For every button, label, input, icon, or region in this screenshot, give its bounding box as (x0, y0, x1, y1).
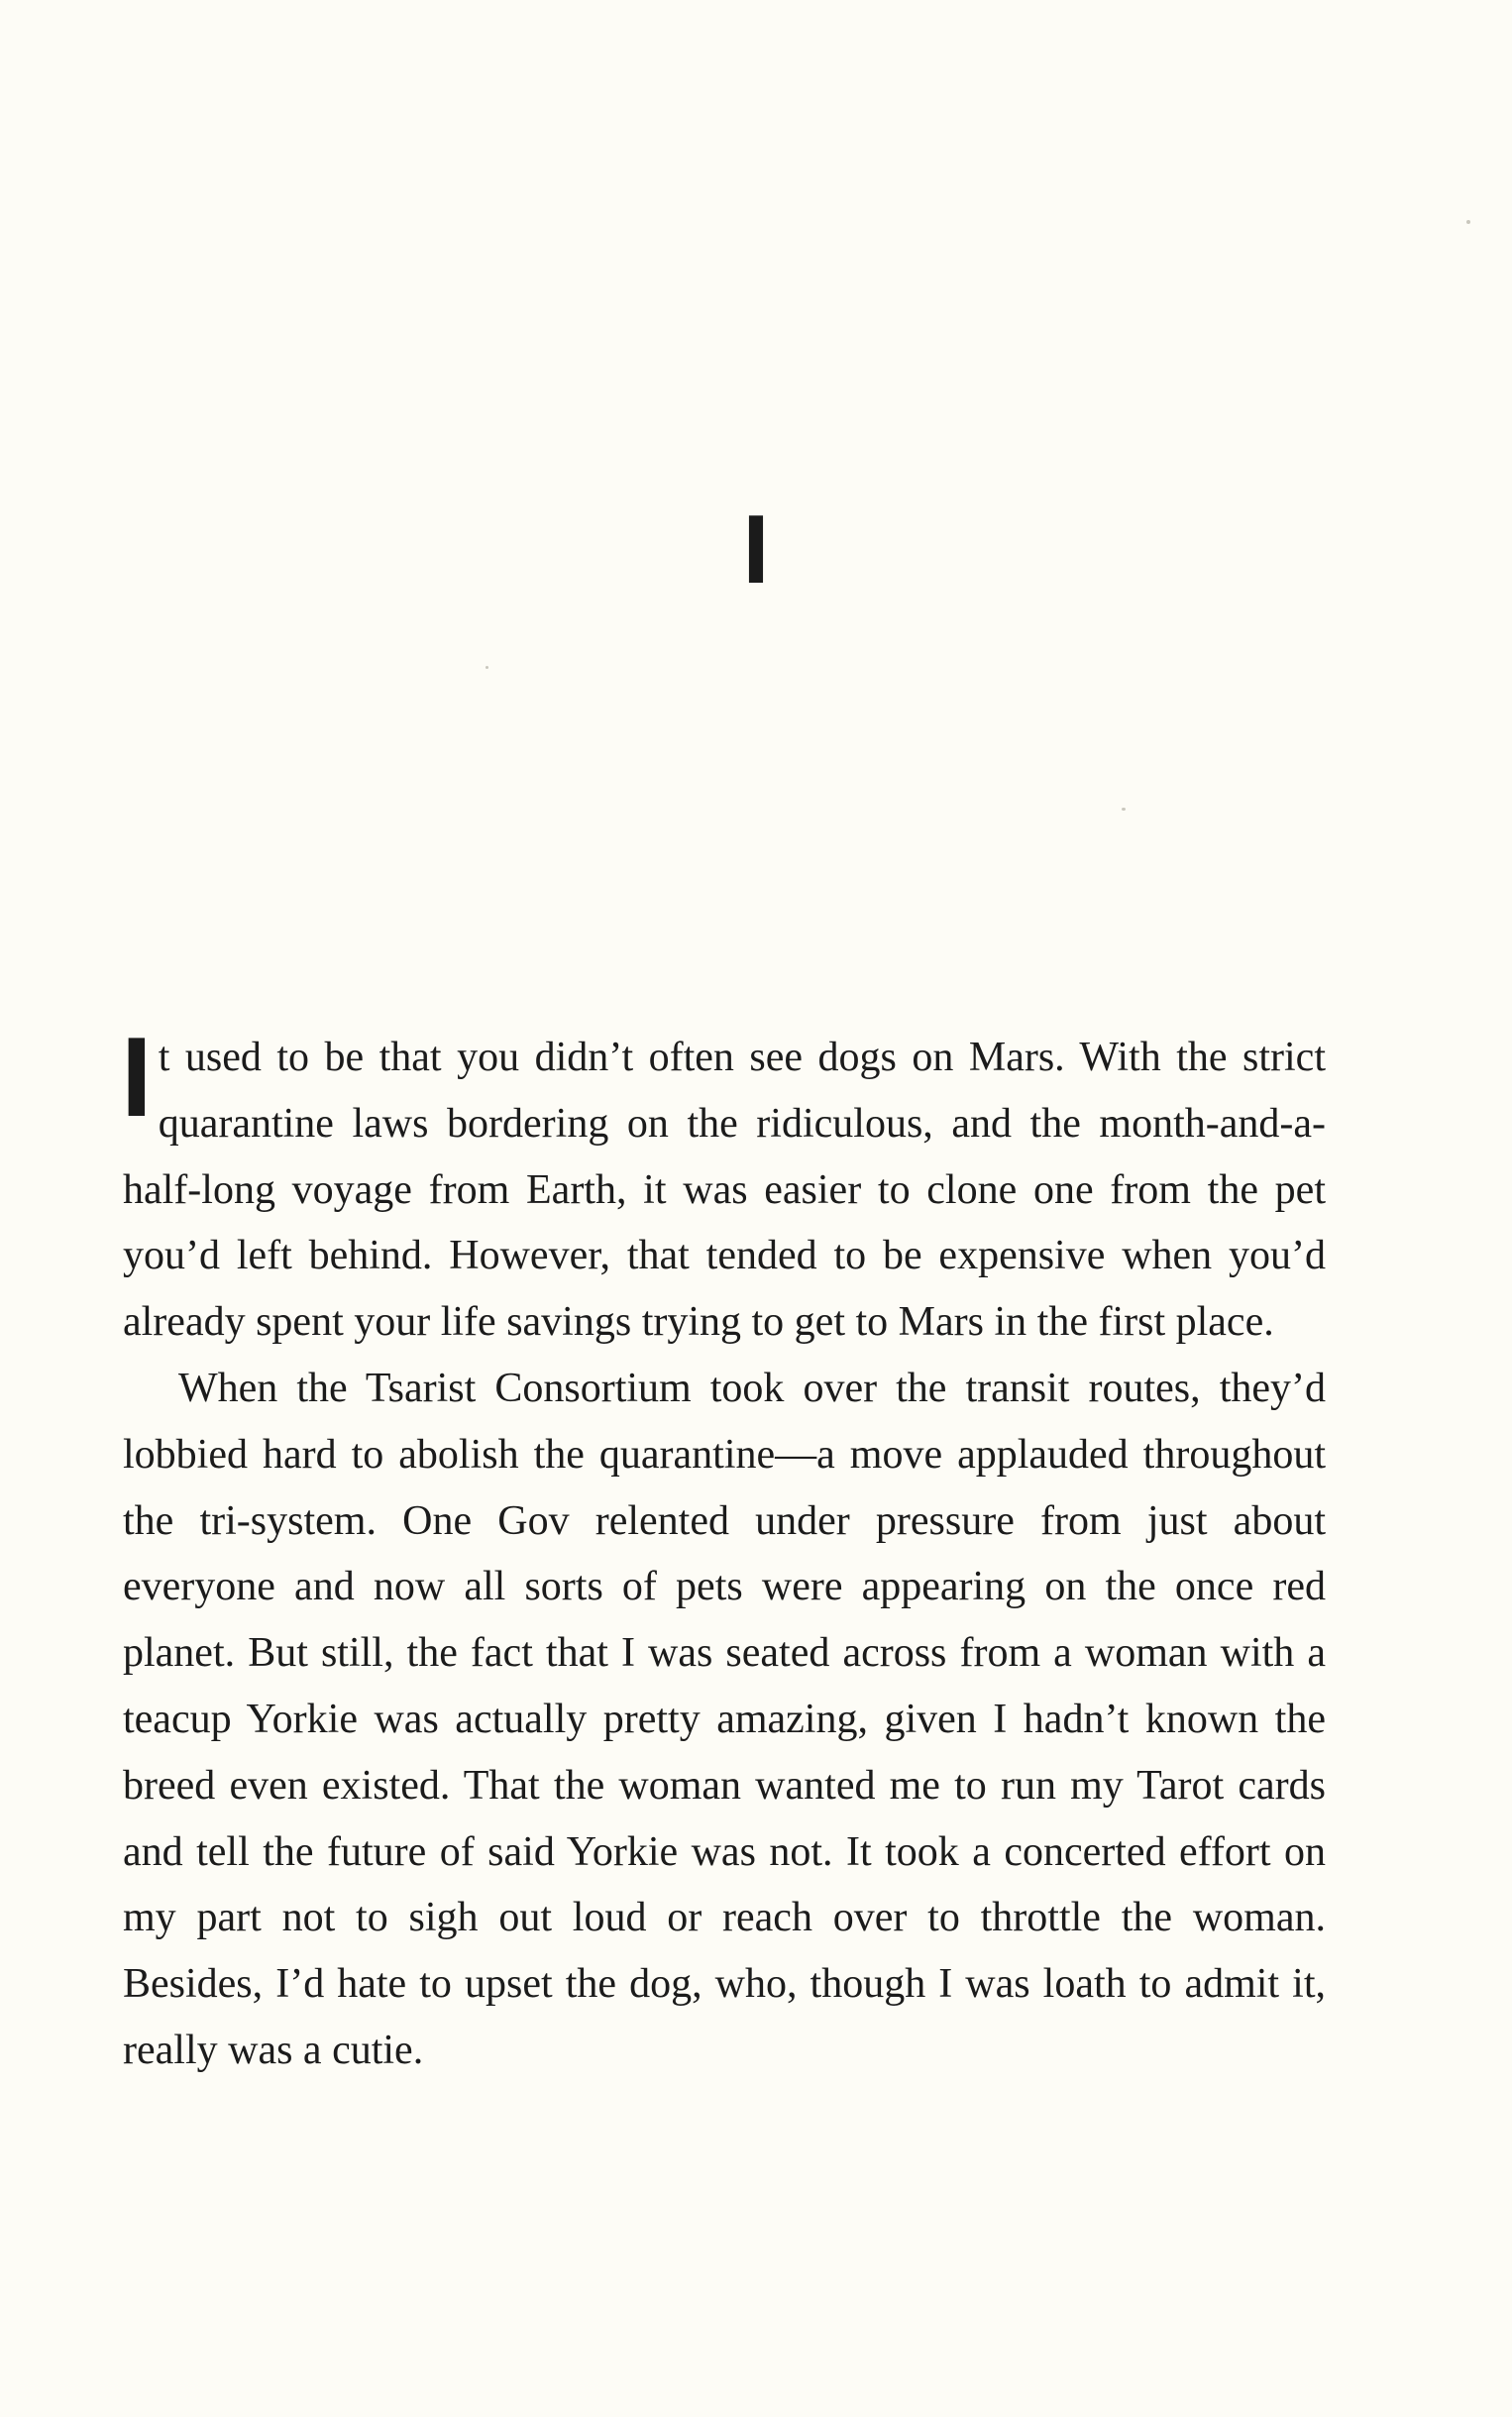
paragraph-2 (123, 1356, 1326, 2084)
paragraph-1-text: t used to be that you didn’t often see dogs on Mars. With the strict quarantine laws bordering on the ridiculous, and the month-and-a-half-long voyage from Earth, it was easier to clone one from the pet you’d left behind. However, that tended to be expensive when you’d already spent your life savings trying to get to Mars in the first place. (123, 1035, 1326, 1346)
paper-speck (486, 666, 488, 669)
paragraph-2-text: When the Tsarist Consortium took over the transit routes, they’d lobbied hard to abolish the quarantine—a move applauded throughout the tri-system. One Gov relented under pressure from just about everyone and now all sorts of pets were appearing on the once red planet. But still, the fact that I was seated across from a woman with a teacup Yorkie was actually pretty amazing, given I hadn’t known the breed even existed. That the woman wanted me to run my Tarot cards and tell the future of said Yorkie was not. It took a concerted effort on my part not to sigh out loud or reach over to throttle the woman. Besides, I’d hate to upset the dog, who, though I was loath to admit it, really was a cutie. (123, 1365, 1326, 2073)
paper-speck (1122, 808, 1126, 811)
drop-cap: I (121, 1015, 153, 1141)
paragraph-1 (121, 1015, 1326, 1356)
chapter-body-text (121, 1015, 1326, 2084)
chapter-number: I (742, 494, 770, 604)
paper-speck (1466, 220, 1470, 224)
